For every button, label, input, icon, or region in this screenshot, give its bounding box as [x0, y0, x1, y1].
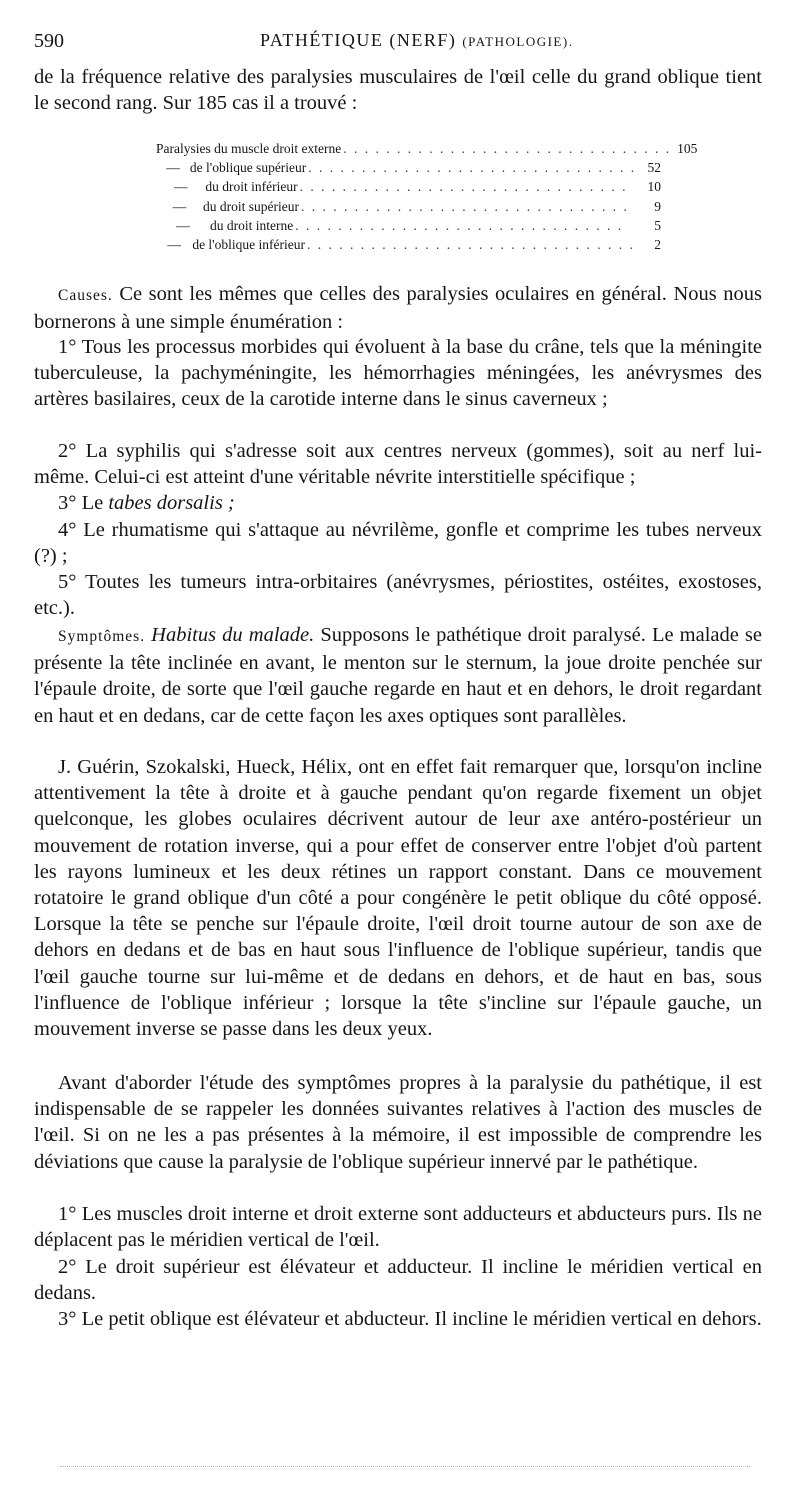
page-number: 590	[34, 30, 64, 52]
causes-text: Ce sont les mêmes que celles des paralysies oculaires en général. Nous nous bornerons à une simple énumération :	[34, 283, 763, 334]
causes-paragraph	[34, 281, 762, 335]
symptomes-italic: Habitus du malade.	[151, 624, 315, 646]
table-row: — de l'oblique supérieur . . . . . . . . . . . . . . . . . . . . . . . . . . . . . . . 52	[156, 158, 661, 177]
paragraph: Avant d'aborder l'étude des symptômes propres à la paralysie du pathétique, il est indispensable de se rappeler les données suivantes relatives à l'action des muscles de l'œil. Si on ne les a pas présentes à la mémoire, il est impossible de comprendre les déviations que cause la paralysie de l'oblique supérieur innervé par le pathétique.	[34, 1072, 762, 1173]
symptomes-heading: Symptômes.	[58, 628, 146, 645]
cause-item-1: 1° Tous les processus morbides qui évoluent à la base du crâne, tels que la méningite tuberculeuse, la pachyméningite, les hémorrhagies méningées, les anévrysmes des artères basilaires, ceux de la carotide interne dans le sinus caverneux ;	[34, 336, 762, 411]
symptomes-paragraph	[34, 622, 762, 729]
row-label: de l'oblique inférieur	[192, 236, 305, 252]
symptomes-text: Supposons le pathétique droit paralysé. Le malade se présente la tête inclinée en avant, le menton sur le sternum, la joue droite penchée sur l'épaule droite, de sorte que l'œil gauche regarde en haut et en dehors, le droit regardant en haut et en dedans, car de cette façon les axes optiques sont parallèles.	[34, 624, 763, 727]
table-row: Paralysies du muscle droit externe . . . . . . . . . . . . . . . . . . . . . . . . . . . . . . . 105	[156, 139, 661, 158]
row-label: du droit supérieur	[203, 198, 299, 214]
table-row: — de l'oblique inférieur . . . . . . . . . . . . . . . . . . . . . . . . . . . . . . . 2	[156, 235, 661, 254]
paragraph: 1° Les muscles droit interne et droit externe sont adducteurs et abducteurs purs. Ils ne déplacent pas le méridien vertical de l'œil.	[34, 1203, 762, 1252]
row-dash: —	[167, 236, 181, 252]
row-label: Paralysies du muscle droit externe	[156, 141, 342, 156]
row-label: de l'oblique supérieur	[189, 160, 307, 176]
running-title-main: PATHÉTIQUE (NERF)	[260, 30, 457, 50]
cause-item-2: 2° La syphilis qui s'adresse soit aux centres nerveux (gommes), soit au nerf lui-même. Celui-ci est atteint d'une véritable névrite interstitielle spécifique ;	[34, 440, 762, 489]
statistics-table	[156, 139, 698, 254]
running-header	[34, 30, 764, 56]
intro-paragraph: de la fréquence relative des paralysies musculaires de l'œil celle du grand oblique tient le second rang. Sur 185 cas il a trouvé :	[34, 66, 762, 115]
running-title-sub: (PATHOLOGIE).	[462, 34, 574, 49]
row-dash: —	[173, 179, 188, 195]
row-dash: —	[172, 198, 187, 214]
paragraph: J. Guérin, Szokalski, Hueck, Hélix, ont en effet fait remarquer que, lorsqu'on incline attentivement la tête à droite et à gauche pendant qu'on regarde fixement un objet quelconque, les globes oculaires décrivent autour de leur axe antéro-postérieur un mouvement de rotation inverse, qui a pour effet de conserver entre l'objet d'où partent les rayons lumineux et les deux rétines un rapport constant. Dans ce mouvement rotatoire le grand oblique d'un côté a pour congénère le petit oblique du côté opposé. Lorsque la tête se penche sur l'épaule droite, l'œil droit tourne autour de son axe de dehors en dedans et de bas en haut sous l'influence de l'oblique supérieur, tandis que l'œil gauche tourne sur lui-même et de dedans en dehors, et de haut en bas, sous l'influence de l'oblique inférieur ; lorsque la tête s'incline sur l'épaule gauche, un mouvement inverse se passe dans les deux yeux.	[34, 756, 762, 1041]
paragraph: 3° Le petit oblique est élévateur et abducteur. Il incline le méridien vertical en dehors.	[58, 1308, 762, 1330]
table-row: — du droit inférieur . . . . . . . . . . . . . . . . . . . . . . . . . . . . . . . 10	[156, 177, 661, 196]
table-row: — du droit supérieur . . . . . . . . . . . . . . . . . . . . . . . . . . . . . . . 9	[156, 197, 661, 216]
cause-item-3-prefix: 3° Le	[58, 492, 109, 514]
causes-heading: Causes.	[58, 287, 113, 304]
cause-item-3-italic: tabes dorsalis ;	[108, 492, 235, 514]
paragraph: 2° Le droit supérieur est élévateur et adducteur. Il incline le méridien vertical en dedans.	[34, 1256, 762, 1305]
row-value: 2	[654, 236, 661, 252]
running-title	[260, 30, 573, 51]
cause-item-3	[34, 490, 762, 516]
row-label: du droit interne	[210, 217, 294, 233]
table-row: — du droit interne . . . . . . . . . . . . . . . . . . . . . . . . . . . . . . . 5	[156, 216, 661, 235]
cause-item-5: 5° Toutes les tumeurs intra-orbitaires (anévrysmes, périostites, ostéites, exostoses, etc.).	[34, 571, 762, 620]
row-value: 105	[677, 141, 698, 156]
row-label: du droit inférieur	[205, 179, 298, 195]
bottom-dotted-rule	[60, 1466, 750, 1467]
row-dash: —	[166, 160, 180, 176]
row-value: 52	[647, 160, 661, 176]
row-value: 9	[654, 198, 661, 214]
cause-item-4: 4° Le rhumatisme qui s'attaque au névrilème, gonfle et comprime les tubes nerveux (?) ;	[34, 519, 762, 568]
row-dash: —	[176, 217, 190, 233]
row-value: 5	[654, 217, 661, 233]
row-value: 10	[647, 179, 661, 195]
